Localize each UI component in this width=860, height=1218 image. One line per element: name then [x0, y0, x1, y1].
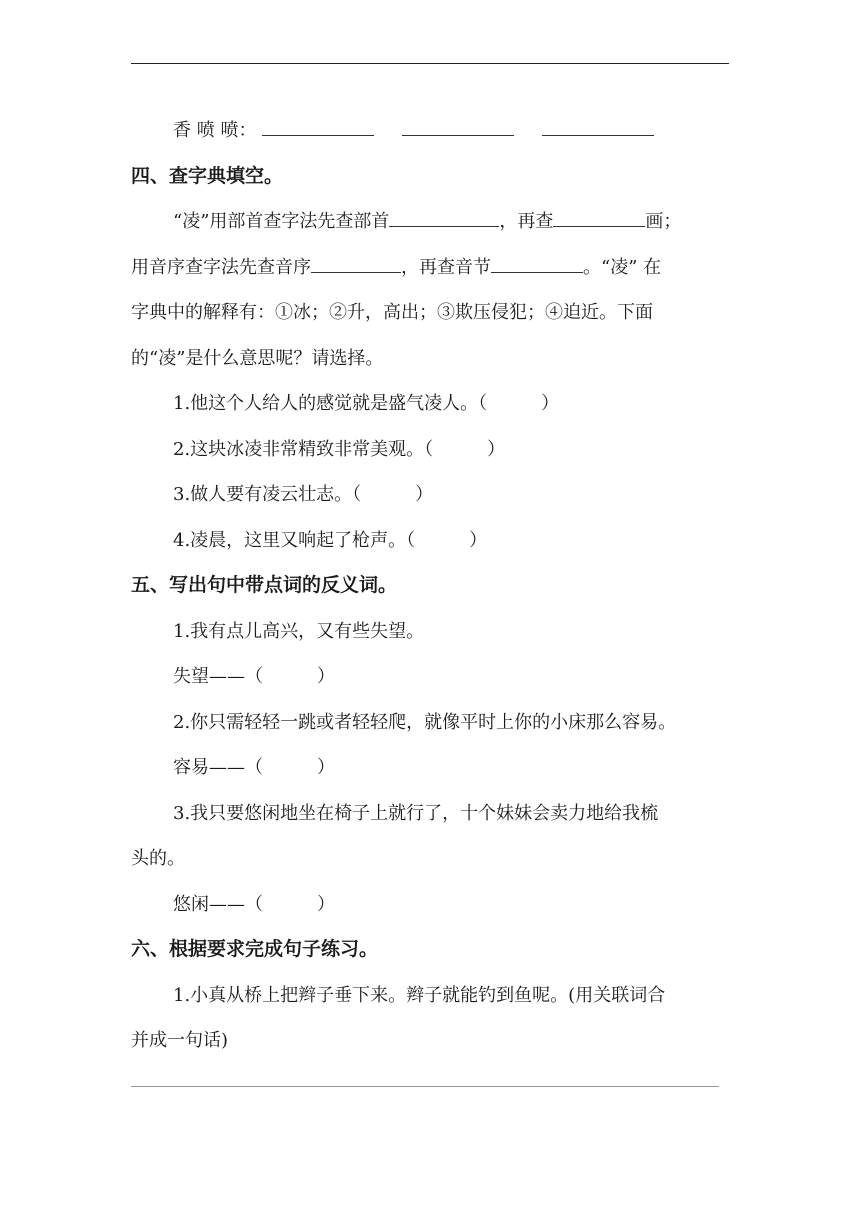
- answer-blank[interactable]: [542, 117, 654, 136]
- footer-rule: [131, 1086, 719, 1087]
- section-4-title: 四、查字典填空。: [131, 164, 284, 187]
- paragraph-text: ，再查: [499, 211, 554, 232]
- q3-label: 香 喷 喷：: [173, 120, 257, 141]
- paragraph-text: 用音序查字法先查音序: [131, 256, 311, 278]
- answer-blank[interactable]: [389, 208, 499, 227]
- paragraph-text: ，再查音节: [401, 256, 491, 278]
- section-4-paragraph-line: 字典中的解释有：①冰；②升，高出；③欺压侵犯；④迫近。下面: [131, 302, 653, 323]
- question-sentence: 3.我只要悠闲地坐在椅子上就行了，十个妹妹会卖力地给我梳: [173, 802, 659, 824]
- answer-blank[interactable]: [311, 254, 401, 273]
- answer-line: 悠闲——（ ）: [173, 893, 335, 915]
- question-sentence-continued: 并成一句话): [131, 1030, 229, 1051]
- answer-blank[interactable]: [402, 117, 514, 136]
- question-item: 2.这块冰凌非常精致非常美观。（ ）: [173, 438, 506, 460]
- paragraph-text: 画；: [645, 211, 682, 232]
- question-item: 3.做人要有凌云壮志。（ ）: [173, 484, 434, 505]
- answer-blank[interactable]: [491, 254, 583, 273]
- question-sentence: 2.你只需轻轻一跳或者轻轻爬，就像平时上你的小床那么容易。: [173, 711, 677, 733]
- paragraph-text: 。“凌” 在: [583, 256, 662, 278]
- paragraph-text: “凌”用部首查字法先查部首: [173, 211, 390, 232]
- section-4-paragraph-line: [131, 245, 731, 291]
- answer-blank[interactable]: [262, 117, 374, 136]
- question-item: 4.凌晨，这里又响起了枪声。（ ）: [173, 529, 488, 551]
- question-item: 1.他这个人给人的感觉就是盛气凌人。（ ）: [173, 393, 560, 414]
- question-sentence: 1.小真从桥上把辫子垂下来。辫子就能钓到鱼呢。(用关联词合: [173, 984, 666, 1006]
- section-4-paragraph-line: 的“凌”是什么意思呢？请选择。: [131, 347, 384, 369]
- question-sentence: 1.我有点儿高兴，又有些失望。: [173, 620, 425, 642]
- answer-line: 容易——（ ）: [173, 757, 335, 778]
- section-6-title: 六、根据要求完成句子练习。: [131, 938, 379, 960]
- answer-blank[interactable]: [553, 208, 645, 227]
- worksheet-content: [131, 108, 731, 1064]
- section-5-title: 五、写出句中带点词的反义词。: [131, 574, 398, 596]
- q3-fill-line: [131, 108, 731, 154]
- header-rule: [131, 63, 729, 64]
- answer-line: 失望——（ ）: [173, 666, 335, 687]
- question-sentence-continued: 头的。: [131, 848, 185, 869]
- section-4-paragraph-line: [131, 199, 731, 245]
